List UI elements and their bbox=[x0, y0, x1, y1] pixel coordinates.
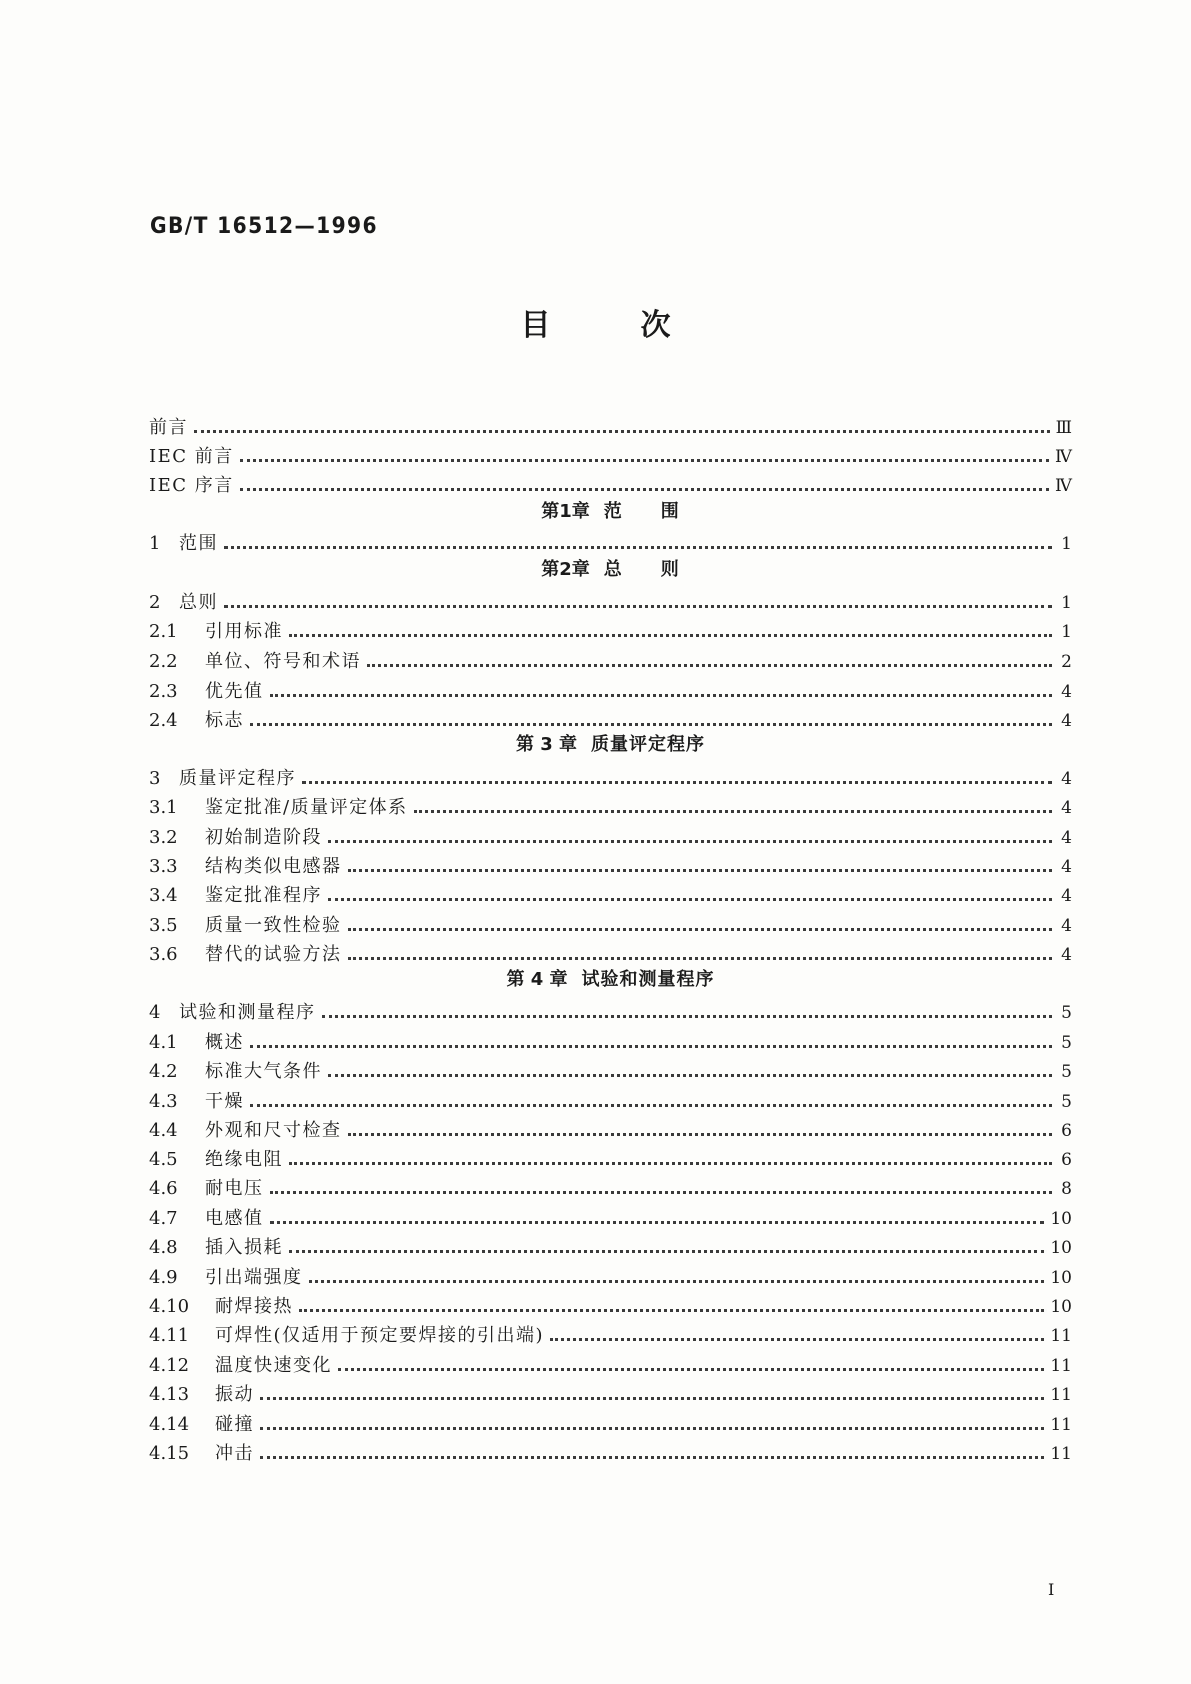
dot-leader bbox=[270, 1221, 1045, 1224]
toc-entry-label: 结构类似电感器 bbox=[205, 856, 342, 877]
toc-entry-number: 3.6 bbox=[149, 944, 178, 965]
toc-entry[interactable] bbox=[149, 523, 1072, 555]
toc-entry-page: 10 bbox=[1050, 1209, 1072, 1229]
toc-entry[interactable] bbox=[149, 1051, 1072, 1083]
toc-entry-label: 质量评定程序 bbox=[179, 768, 296, 789]
toc-entry-page: 1 bbox=[1061, 593, 1072, 613]
toc-entry-page: 4 bbox=[1061, 711, 1072, 731]
toc-entry-label: 鉴定批准程序 bbox=[205, 885, 322, 906]
page-folio: I bbox=[1048, 1580, 1055, 1599]
toc-entry-page: 6 bbox=[1061, 1121, 1072, 1141]
dot-leader bbox=[260, 1397, 1044, 1400]
dot-leader bbox=[250, 723, 1052, 726]
toc-entry-label: 范围 bbox=[179, 533, 218, 554]
chapter-heading-2 bbox=[149, 555, 1072, 585]
toc-entry-label: 初始制造阶段 bbox=[205, 827, 322, 848]
toc-entry-number: 2.2 bbox=[149, 651, 178, 672]
dot-leader bbox=[309, 1280, 1045, 1283]
toc-entry-page: 5 bbox=[1061, 1003, 1072, 1023]
toc-entry-page: Ⅳ bbox=[1055, 447, 1072, 467]
toc-entry-label: 外观和尺寸检查 bbox=[205, 1120, 342, 1141]
toc-entry-page: 4 bbox=[1061, 916, 1072, 936]
dot-leader bbox=[289, 634, 1052, 637]
toc-entry[interactable] bbox=[149, 700, 1072, 732]
chapter-name: 试验和测量程序 bbox=[581, 969, 715, 990]
toc-entry-page: 10 bbox=[1050, 1238, 1072, 1258]
toc-entry-page: 11 bbox=[1050, 1326, 1072, 1346]
toc-entry-label: 可焊性(仅适用于预定要焊接的引出端) bbox=[215, 1325, 545, 1346]
chapter-name: 总 则 bbox=[603, 559, 680, 580]
toc-entry[interactable] bbox=[149, 817, 1072, 849]
dot-leader bbox=[270, 1191, 1053, 1194]
toc-entry-label: 电感值 bbox=[205, 1208, 264, 1229]
toc-entry-page: 4 bbox=[1061, 682, 1072, 702]
toc-entry-number: 4 bbox=[149, 1002, 161, 1023]
toc-entry-label: 试验和测量程序 bbox=[179, 1002, 316, 1023]
toc-entry-number: 2.4 bbox=[149, 710, 178, 731]
toc-entry-label: 绝缘电阻 bbox=[205, 1149, 283, 1170]
chapter-number: 第2章 bbox=[541, 559, 590, 580]
toc-entry[interactable] bbox=[149, 992, 1072, 1024]
dot-leader bbox=[250, 1104, 1052, 1107]
dot-leader bbox=[270, 694, 1053, 697]
toc-entry-number: 4.4 bbox=[149, 1120, 178, 1141]
toc-entry-page: 11 bbox=[1050, 1385, 1072, 1405]
toc-entry[interactable] bbox=[149, 758, 1072, 790]
page-title: 目 次 bbox=[520, 308, 671, 343]
toc-entry[interactable] bbox=[149, 846, 1072, 878]
toc-entry-label: 引用标准 bbox=[205, 621, 283, 642]
dot-leader bbox=[289, 1250, 1044, 1253]
toc-entry-number: 2.3 bbox=[149, 681, 178, 702]
dot-leader bbox=[224, 546, 1052, 549]
toc-entry-number: 3.5 bbox=[149, 915, 178, 936]
toc-entry[interactable] bbox=[149, 1198, 1072, 1230]
toc-entry[interactable] bbox=[149, 875, 1072, 907]
toc-entry-number: 1 bbox=[149, 533, 161, 554]
dot-leader bbox=[299, 1309, 1044, 1312]
toc-entry-number: 4.12 bbox=[149, 1355, 190, 1376]
dot-leader bbox=[260, 1427, 1044, 1430]
dot-leader bbox=[302, 781, 1052, 784]
toc-entry[interactable] bbox=[149, 934, 1072, 966]
toc-entry-number: 4.13 bbox=[149, 1384, 190, 1405]
toc-entry[interactable] bbox=[149, 1345, 1072, 1377]
toc-entry-number: 4.9 bbox=[149, 1267, 178, 1288]
toc-entry[interactable] bbox=[149, 1286, 1072, 1318]
dot-leader bbox=[224, 605, 1052, 608]
dot-leader bbox=[367, 664, 1052, 667]
toc-entry-label: IEC 前言 bbox=[149, 446, 234, 467]
chapter-heading-4 bbox=[149, 965, 1072, 995]
toc-entry-number: 4.3 bbox=[149, 1091, 178, 1112]
toc-entry[interactable] bbox=[149, 1139, 1072, 1171]
toc-entry-number: 3.2 bbox=[149, 827, 178, 848]
toc-entry-page: Ⅲ bbox=[1055, 418, 1072, 438]
toc-entry-number: 2 bbox=[149, 592, 161, 613]
toc-entry-page: 2 bbox=[1061, 652, 1072, 672]
toc-entry-label: 概述 bbox=[205, 1032, 244, 1053]
dot-leader bbox=[322, 1015, 1053, 1018]
dot-leader bbox=[348, 1133, 1053, 1136]
toc-entry[interactable] bbox=[149, 787, 1072, 819]
dot-leader bbox=[260, 1456, 1044, 1459]
toc-entry-label: 替代的试验方法 bbox=[205, 944, 342, 965]
toc-entry-page: 8 bbox=[1061, 1179, 1072, 1199]
toc-entry[interactable] bbox=[149, 1110, 1072, 1142]
toc-entry-number: 4.7 bbox=[149, 1208, 178, 1229]
toc-entry-page: 1 bbox=[1061, 622, 1072, 642]
toc-entry-page: 11 bbox=[1050, 1444, 1072, 1464]
toc-entry-page: 5 bbox=[1061, 1092, 1072, 1112]
dot-leader bbox=[348, 869, 1053, 872]
toc-entry-number: 3.4 bbox=[149, 885, 178, 906]
toc-entry-page: 5 bbox=[1061, 1033, 1072, 1053]
dot-leader bbox=[240, 488, 1049, 491]
toc-entry-page: 4 bbox=[1061, 945, 1072, 965]
toc-entry-number: 4.5 bbox=[149, 1149, 178, 1170]
dot-leader bbox=[348, 928, 1053, 931]
toc-entry-number: 4.6 bbox=[149, 1178, 178, 1199]
dot-leader bbox=[328, 898, 1052, 901]
toc-entry-number: 3.3 bbox=[149, 856, 178, 877]
dot-leader bbox=[328, 840, 1052, 843]
toc-entry[interactable] bbox=[149, 1374, 1072, 1406]
toc-entry-label: 振动 bbox=[215, 1384, 254, 1405]
toc-entry[interactable] bbox=[149, 641, 1072, 673]
dot-leader bbox=[414, 810, 1052, 813]
toc-entry[interactable] bbox=[149, 671, 1072, 703]
toc-entry-label: 标志 bbox=[205, 710, 244, 731]
chapter-name: 质量评定程序 bbox=[591, 734, 706, 755]
toc-entry-page: 4 bbox=[1061, 886, 1072, 906]
toc-entry[interactable] bbox=[149, 582, 1072, 614]
toc-entry-label: 质量一致性检验 bbox=[205, 915, 342, 936]
toc-entry-page: 4 bbox=[1061, 798, 1072, 818]
toc-entry-page: 10 bbox=[1050, 1268, 1072, 1288]
toc-entry-label: 干燥 bbox=[205, 1091, 244, 1112]
chapter-number: 第 3 章 bbox=[515, 734, 578, 755]
toc-entry-iec-preface[interactable] bbox=[149, 465, 1072, 497]
chapter-name: 范 围 bbox=[603, 501, 680, 522]
standard-number: GB/T 16512—1996 bbox=[150, 214, 378, 239]
toc-entry[interactable] bbox=[149, 611, 1072, 643]
toc-entry-label: 耐电压 bbox=[205, 1178, 264, 1199]
dot-leader bbox=[240, 459, 1049, 462]
toc-entry-page: 10 bbox=[1050, 1297, 1072, 1317]
toc-entry-number: 4.11 bbox=[149, 1325, 190, 1346]
toc-entry-number: 4.1 bbox=[149, 1032, 178, 1053]
toc-entry[interactable] bbox=[149, 905, 1072, 937]
dot-leader bbox=[348, 957, 1053, 960]
toc-entry-label: 碰撞 bbox=[215, 1414, 254, 1435]
toc-entry-number: 4.15 bbox=[149, 1443, 190, 1464]
toc-entry-label: 前言 bbox=[149, 417, 188, 438]
dot-leader bbox=[194, 430, 1050, 433]
toc-entry-page: 11 bbox=[1050, 1356, 1072, 1376]
dot-leader bbox=[289, 1162, 1052, 1165]
toc-entry-number: 4.10 bbox=[149, 1296, 190, 1317]
toc-entry-number: 4.2 bbox=[149, 1061, 178, 1082]
toc-entry-page: 4 bbox=[1061, 857, 1072, 877]
toc-entry-page: 4 bbox=[1061, 828, 1072, 848]
toc-entry-page: 11 bbox=[1050, 1415, 1072, 1435]
toc-entry-number: 4.14 bbox=[149, 1414, 190, 1435]
toc-entry-page: 5 bbox=[1061, 1062, 1072, 1082]
toc-entry-iec-foreword[interactable] bbox=[149, 436, 1072, 468]
toc-entry-number: 3.1 bbox=[149, 797, 178, 818]
toc-entry-label: 优先值 bbox=[205, 681, 264, 702]
chapter-number: 第 4 章 bbox=[506, 969, 568, 990]
toc-entry-label: 总则 bbox=[179, 592, 218, 613]
toc-entry-label: 引出端强度 bbox=[205, 1267, 303, 1288]
toc-entry-label: 温度快速变化 bbox=[215, 1355, 332, 1376]
toc-entry[interactable] bbox=[149, 1404, 1072, 1436]
toc-entry-number: 4.8 bbox=[149, 1237, 178, 1258]
chapter-heading-3 bbox=[149, 730, 1072, 760]
chapter-number: 第1章 bbox=[541, 501, 590, 522]
toc-entry[interactable] bbox=[149, 1227, 1072, 1259]
dot-leader bbox=[250, 1045, 1052, 1048]
toc-entry-label: 单位、符号和术语 bbox=[205, 651, 361, 672]
toc-entry-page: 1 bbox=[1061, 534, 1072, 554]
toc-entry[interactable] bbox=[149, 1257, 1072, 1289]
dot-leader bbox=[338, 1368, 1044, 1371]
dot-leader bbox=[328, 1074, 1052, 1077]
toc-entry-foreword[interactable] bbox=[149, 407, 1072, 439]
toc-entry-label: 鉴定批准/质量评定体系 bbox=[205, 797, 408, 818]
toc-entry-label: IEC 序言 bbox=[149, 475, 234, 496]
toc-entry-label: 冲击 bbox=[215, 1443, 254, 1464]
toc-entry-label: 插入损耗 bbox=[205, 1237, 283, 1258]
toc-entry-page: 4 bbox=[1061, 769, 1072, 789]
toc-entry[interactable] bbox=[149, 1315, 1072, 1347]
toc-entry-number: 2.1 bbox=[149, 621, 178, 642]
toc-entry-number: 3 bbox=[149, 768, 161, 789]
toc-entry-label: 耐焊接热 bbox=[215, 1296, 293, 1317]
toc-entry[interactable] bbox=[149, 1022, 1072, 1054]
toc-entry-page: Ⅳ bbox=[1055, 476, 1072, 496]
toc-entry-label: 标准大气条件 bbox=[205, 1061, 322, 1082]
toc-entry[interactable] bbox=[149, 1433, 1072, 1465]
toc-entry[interactable] bbox=[149, 1081, 1072, 1113]
toc-entry-page: 6 bbox=[1061, 1150, 1072, 1170]
dot-leader bbox=[550, 1338, 1044, 1341]
toc-entry[interactable] bbox=[149, 1168, 1072, 1200]
